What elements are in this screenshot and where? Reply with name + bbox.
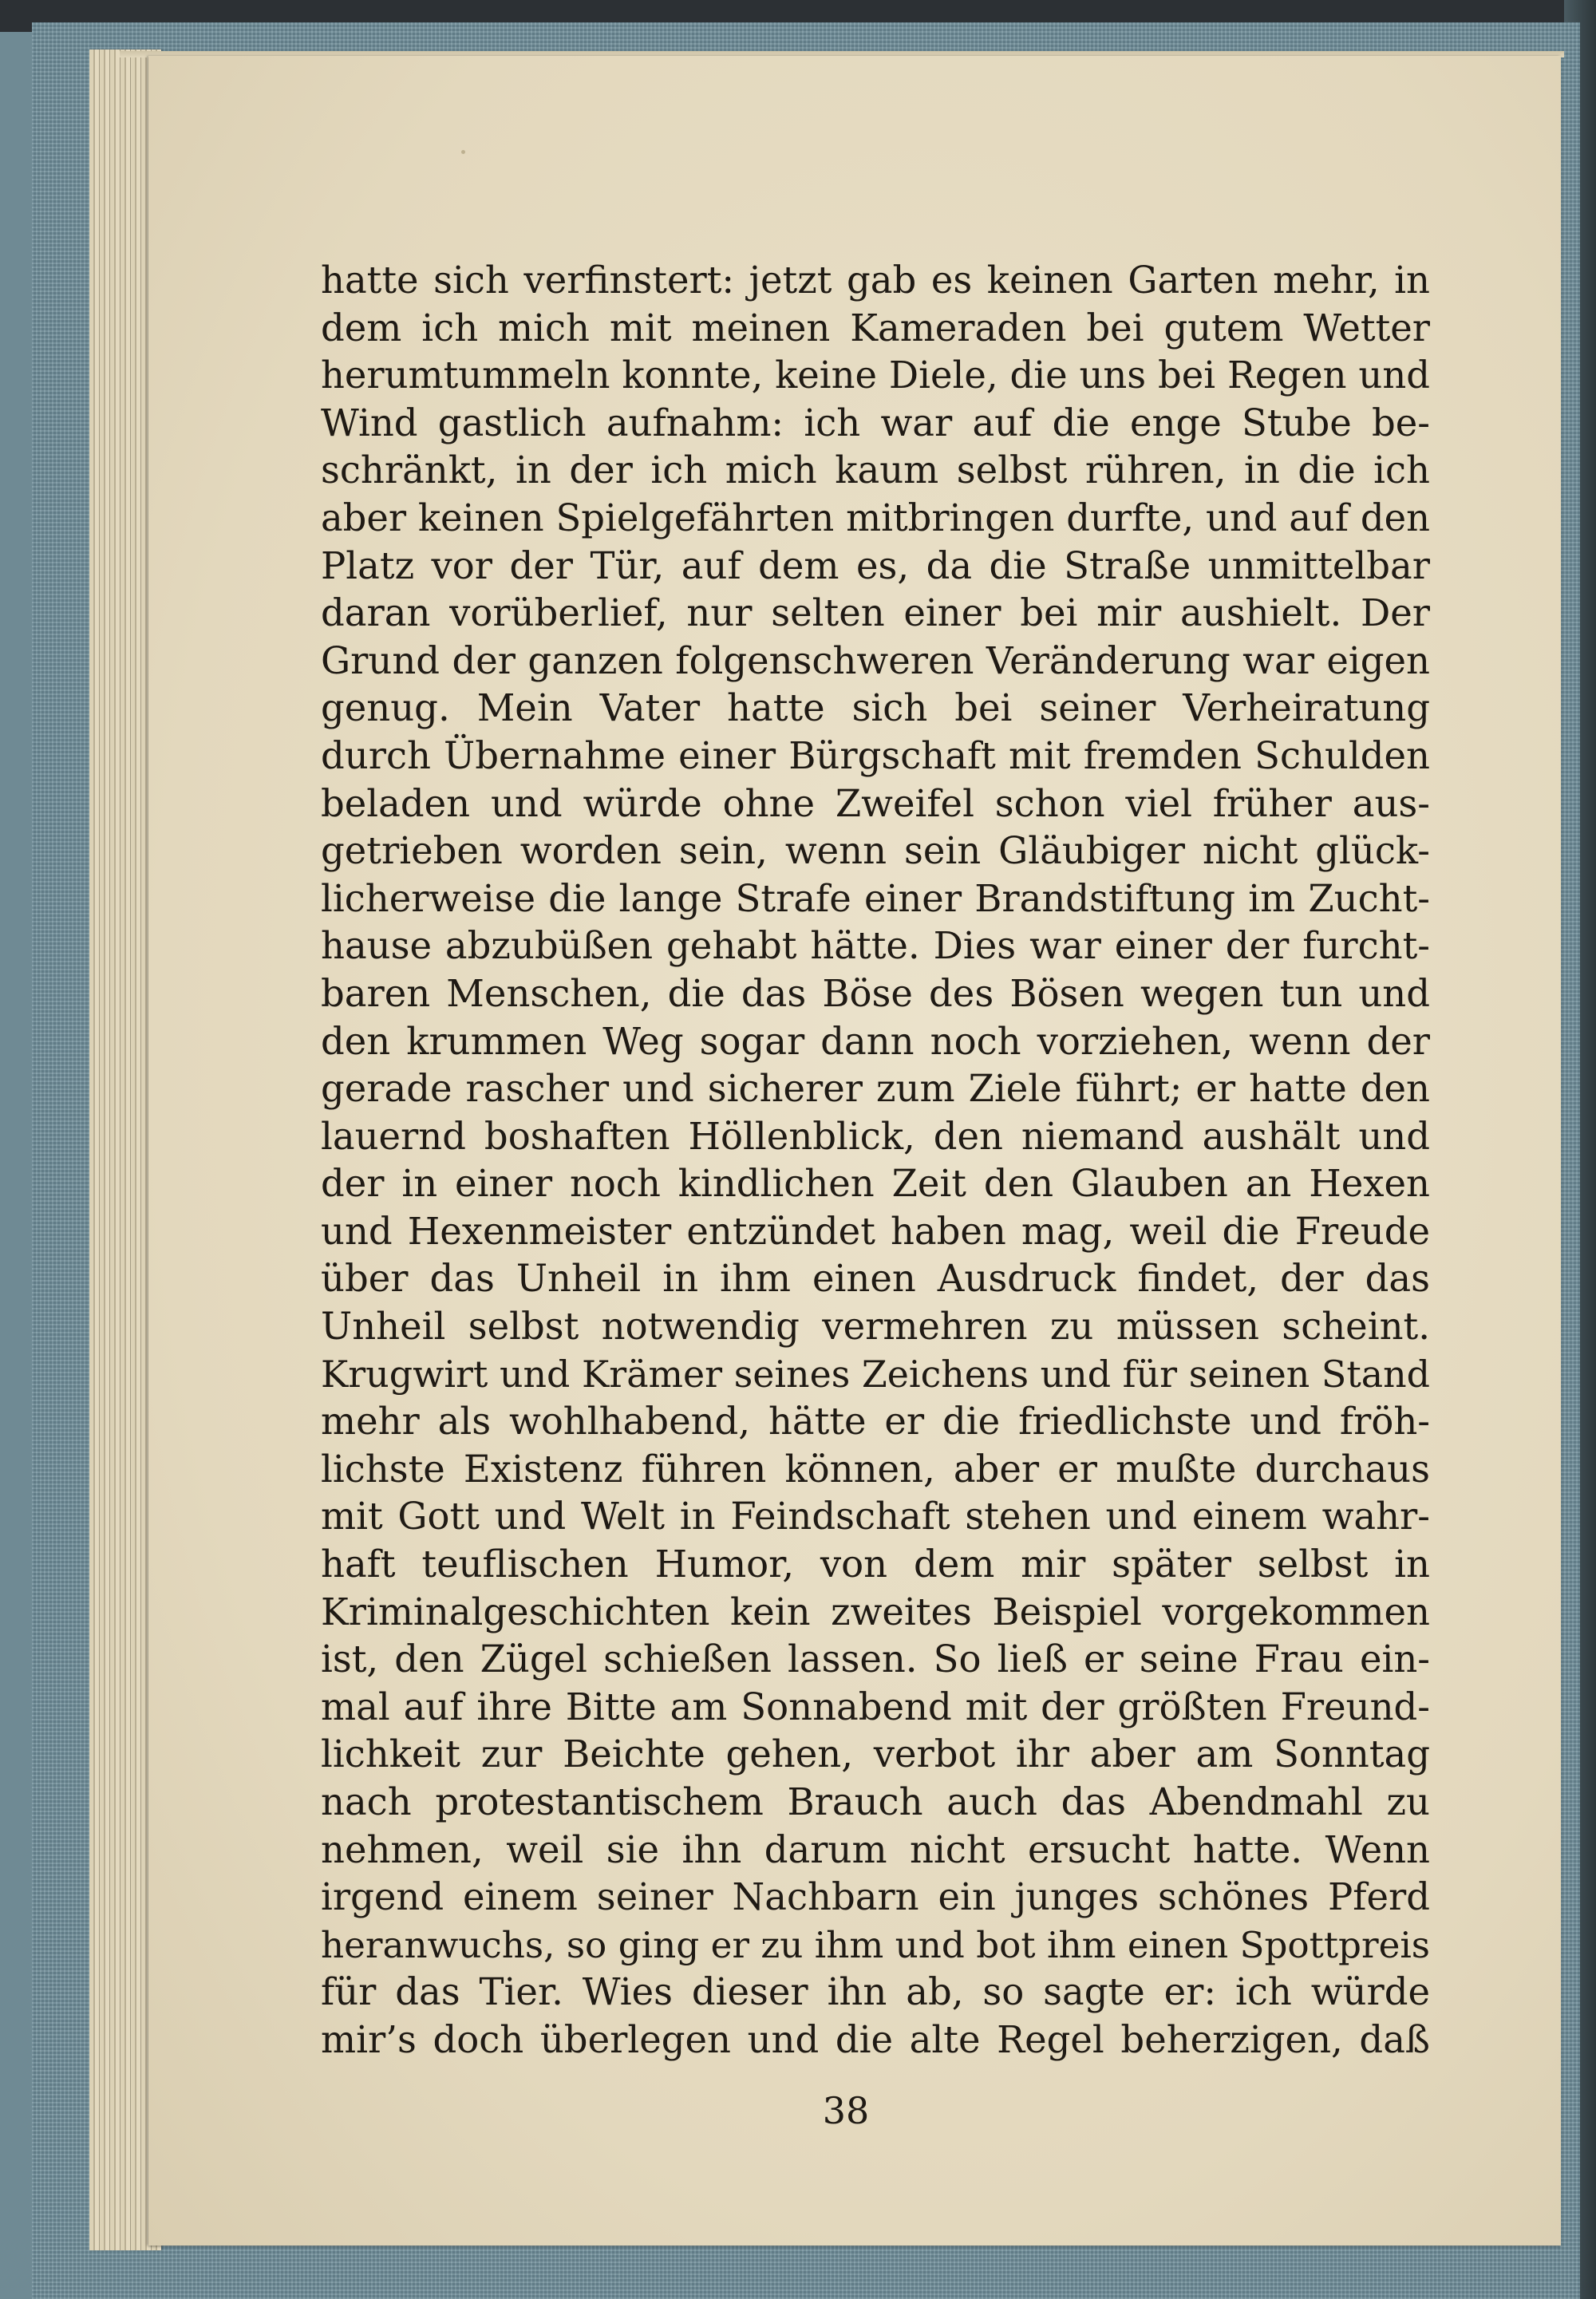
text-line: den krummen Weg sogar dann noch vorziehen, wenn der [321, 1019, 1430, 1063]
text-line: Grund der ganzen folgenschweren Veränderung war eigen [321, 638, 1430, 682]
text-line: gerade rascher und sicherer zum Ziele führt; er hatte den [321, 1067, 1430, 1111]
text-line: Unheil selbst notwendig vermehren zu müssen scheint. [321, 1305, 1430, 1349]
text-line: ist, den Zügel schießen lassen. So ließ er seine Frau ein- [321, 1637, 1430, 1681]
text-line: mir’s doch überlegen und die alte Regel beherzigen, daß [321, 2017, 1430, 2061]
text-line: durch Übernahme einer Bürgschaft mit fremden Schulden [321, 733, 1430, 777]
text-line: mal auf ihre Bitte am Sonnabend mit der größten Freund- [321, 1685, 1430, 1728]
text-line: licherweise die lange Strafe einer Brandstiftung im Zucht- [321, 876, 1430, 920]
text-line: Kriminalgeschichten kein zweites Beispiel vorgekommen [321, 1590, 1430, 1633]
text-line: aber keinen Spielgefährten mitbringen durfte, und auf den [321, 496, 1430, 539]
text-line: der in einer noch kindlichen Zeit den Glauben an Hexen [321, 1162, 1430, 1206]
text-line: lichste Existenz führen können, aber er mußte durchaus [321, 1447, 1430, 1491]
text-line: herumtummeln konnte, keine Diele, die uns bei Regen und [321, 354, 1430, 397]
text-line: Platz vor der Tür, auf dem es, da die Straße unmittelbar [321, 543, 1430, 587]
text-line: mehr als wohlhabend, hätte er die friedlichste und fröh- [321, 1400, 1430, 1444]
text-line: hatte sich verfinstert: jetzt gab es keinen Garten mehr, in [321, 259, 1430, 302]
text-line: genug. Mein Vater hatte sich bei seiner Verheiratung [321, 686, 1430, 730]
text-line: mit Gott und Welt in Feindschaft stehen und einem wahr- [321, 1495, 1430, 1539]
text-line: Krugwirt und Krämer seines Zeichens und für seinen Stand [321, 1352, 1430, 1396]
text-line: irgend einem seiner Nachbarn ein junges schönes Pferd [321, 1875, 1430, 1919]
text-line: lauernd boshaften Höllenblick, den niemand aushält und [321, 1114, 1430, 1158]
text-line: baren Menschen, die das Böse des Bösen wegen tun und [321, 971, 1430, 1015]
text-line: nehmen, weil sie ihn darum nicht ersucht hatte. Wenn [321, 1827, 1430, 1871]
text-line: lichkeit zur Beichte gehen, verbot ihr aber am Sonntag [321, 1732, 1430, 1776]
page-number: 38 [822, 2089, 870, 2132]
paper-speck [461, 150, 465, 154]
text-line: hause abzubüßen gehabt hätte. Dies war einer der furcht- [321, 924, 1430, 968]
text-line: getrieben worden sein, wenn sein Gläubiger nicht glück- [321, 829, 1430, 873]
text-line: heranwuchs, so ging er zu ihm und bot ihm einen Spottpreis [321, 1923, 1430, 1966]
text-line: beladen und würde ohne Zweifel schon viel früher aus- [321, 781, 1430, 825]
text-line: für das Tier. Wies dieser ihn ab, so sagte er: ich würde [321, 1970, 1430, 2014]
text-line: nach protestantischem Brauch auch das Abendmahl zu [321, 1780, 1430, 1823]
text-line: Wind gastlich aufnahm: ich war auf die enge Stube be- [321, 401, 1430, 444]
body-text [321, 257, 1430, 2064]
text-line: über das Unheil in ihm einen Ausdruck findet, der das [321, 1257, 1430, 1301]
text-line: daran vorüberlief, nur selten einer bei mir aushielt. Der [321, 591, 1430, 635]
text-line: dem ich mich mit meinen Kameraden bei gutem Wetter [321, 306, 1430, 350]
text-line: schränkt, in der ich mich kaum selbst rühren, in die ich [321, 448, 1430, 492]
text-line: und Hexenmeister entzündet haben mag, weil die Freude [321, 1209, 1430, 1253]
text-line: haft teuflischen Humor, von dem mir später selbst in [321, 1543, 1430, 1586]
